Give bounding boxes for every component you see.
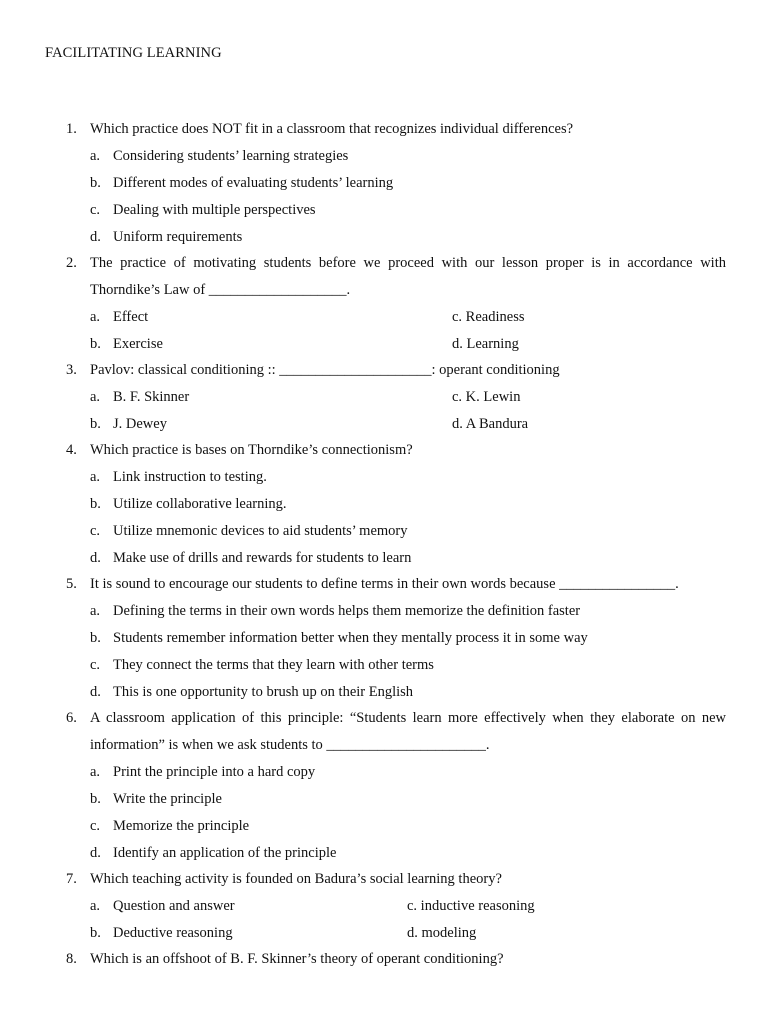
option-letter: b. xyxy=(90,925,101,941)
option-row xyxy=(66,920,726,947)
options-list xyxy=(66,143,726,251)
option-d xyxy=(66,840,726,867)
option-a xyxy=(66,143,726,170)
option-letter: c. xyxy=(90,202,101,218)
option-c xyxy=(66,197,726,224)
question-text: Which practice is bases on Thorndike’s connectionism? xyxy=(90,442,413,458)
option-row xyxy=(66,331,726,358)
option-text: Dealing with multiple perspectives xyxy=(113,202,316,218)
option-text: J. Dewey xyxy=(113,416,167,432)
option-right: c. K. Lewin xyxy=(452,389,521,405)
question-4 xyxy=(66,437,726,572)
option-a xyxy=(66,464,726,491)
question-text: A classroom application of this principle: “Students learn more effectively when they elaborate on new information” is when we ask students to ______________________. xyxy=(90,710,726,753)
option-c xyxy=(66,518,726,545)
option-letter: b. xyxy=(90,496,101,512)
option-d xyxy=(66,545,726,572)
option-text: Uniform requirements xyxy=(113,229,243,245)
option-letter: d. xyxy=(90,229,101,245)
page-title: FACILITATING LEARNING xyxy=(45,45,222,61)
option-letter: c. xyxy=(90,818,101,834)
option-letter: a. xyxy=(90,603,101,619)
option-text: Effect xyxy=(113,309,149,325)
option-b xyxy=(66,170,726,197)
option-text: They connect the terms that they learn with other terms xyxy=(113,657,434,673)
options-list xyxy=(66,598,726,706)
option-text: This is one opportunity to brush up on their English xyxy=(113,684,414,700)
question-number: 8. xyxy=(66,951,77,967)
option-right: d. modeling xyxy=(407,925,477,941)
option-text: Link instruction to testing. xyxy=(113,469,267,485)
option-letter: c. xyxy=(90,523,101,539)
option-row xyxy=(66,893,726,920)
option-text: Deductive reasoning xyxy=(113,925,233,941)
question-text: Which practice does NOT fit in a classroom that recognizes individual differences? xyxy=(90,121,574,137)
question-number: 4. xyxy=(66,442,77,458)
question-3 xyxy=(66,357,726,438)
question-text: Which teaching activity is founded on Badura’s social learning theory? xyxy=(90,871,502,887)
options-list xyxy=(66,893,726,947)
question-number: 3. xyxy=(66,362,77,378)
option-letter: a. xyxy=(90,389,101,405)
option-text: Write the principle xyxy=(113,791,222,807)
option-text: Make use of drills and rewards for students to learn xyxy=(113,550,412,566)
option-letter: a. xyxy=(90,898,101,914)
question-6 xyxy=(66,705,726,867)
option-letter: b. xyxy=(90,416,101,432)
option-text: Question and answer xyxy=(113,898,235,914)
option-letter: c. xyxy=(90,657,101,673)
option-right: c. inductive reasoning xyxy=(407,898,535,914)
option-row xyxy=(66,411,726,438)
option-text: Identify an application of the principle xyxy=(113,845,337,861)
option-d xyxy=(66,679,726,706)
option-c xyxy=(66,652,726,679)
question-text: Which is an offshoot of B. F. Skinner’s theory of operant conditioning? xyxy=(90,951,504,967)
option-letter: d. xyxy=(90,684,101,700)
option-text: Utilize mnemonic devices to aid students’ memory xyxy=(113,523,408,539)
question-number: 6. xyxy=(66,710,77,726)
options-list xyxy=(66,759,726,867)
option-letter: a. xyxy=(90,148,101,164)
question-1 xyxy=(66,116,726,251)
option-letter: d. xyxy=(90,550,101,566)
option-letter: a. xyxy=(90,309,101,325)
question-number: 2. xyxy=(66,255,77,271)
question-text: Pavlov: classical conditioning :: _____________________: operant conditioning xyxy=(90,362,560,378)
question-5 xyxy=(66,571,726,706)
option-letter: b. xyxy=(90,175,101,191)
options-list xyxy=(66,304,726,358)
option-letter: a. xyxy=(90,764,101,780)
question-8 xyxy=(66,946,726,973)
option-row xyxy=(66,384,726,411)
question-text: It is sound to encourage our students to define terms in their own words because ________________. xyxy=(90,576,679,592)
option-d xyxy=(66,224,726,251)
question-text: The practice of motivating students before we proceed with our lesson proper is in accordance with Thorndike’s Law of ___________________. xyxy=(90,255,726,298)
option-right: d. Learning xyxy=(452,336,519,352)
option-text: B. F. Skinner xyxy=(113,389,190,405)
question-number: 7. xyxy=(66,871,77,887)
option-text: Students remember information better when they mentally process it in some way xyxy=(113,630,588,646)
option-a xyxy=(66,598,726,625)
option-b xyxy=(66,625,726,652)
question-number: 1. xyxy=(66,121,77,137)
option-right: c. Readiness xyxy=(452,309,525,325)
option-right: d. A Bandura xyxy=(452,416,529,432)
option-b xyxy=(66,786,726,813)
options-list xyxy=(66,464,726,572)
option-text: Defining the terms in their own words helps them memorize the definition faster xyxy=(113,603,581,619)
option-text: Print the principle into a hard copy xyxy=(113,764,316,780)
option-row xyxy=(66,304,726,331)
option-text: Utilize collaborative learning. xyxy=(113,496,287,512)
question-7 xyxy=(66,866,726,947)
option-letter: b. xyxy=(90,336,101,352)
option-text: Different modes of evaluating students’ learning xyxy=(113,175,394,191)
option-text: Exercise xyxy=(113,336,163,352)
option-letter: a. xyxy=(90,469,101,485)
option-letter: b. xyxy=(90,791,101,807)
option-c xyxy=(66,813,726,840)
option-letter: d. xyxy=(90,845,101,861)
option-b xyxy=(66,491,726,518)
question-2 xyxy=(66,250,726,358)
options-list xyxy=(66,384,726,438)
option-text: Considering students’ learning strategies xyxy=(113,148,349,164)
option-a xyxy=(66,759,726,786)
option-letter: b. xyxy=(90,630,101,646)
question-number: 5. xyxy=(66,576,77,592)
option-text: Memorize the principle xyxy=(113,818,250,834)
